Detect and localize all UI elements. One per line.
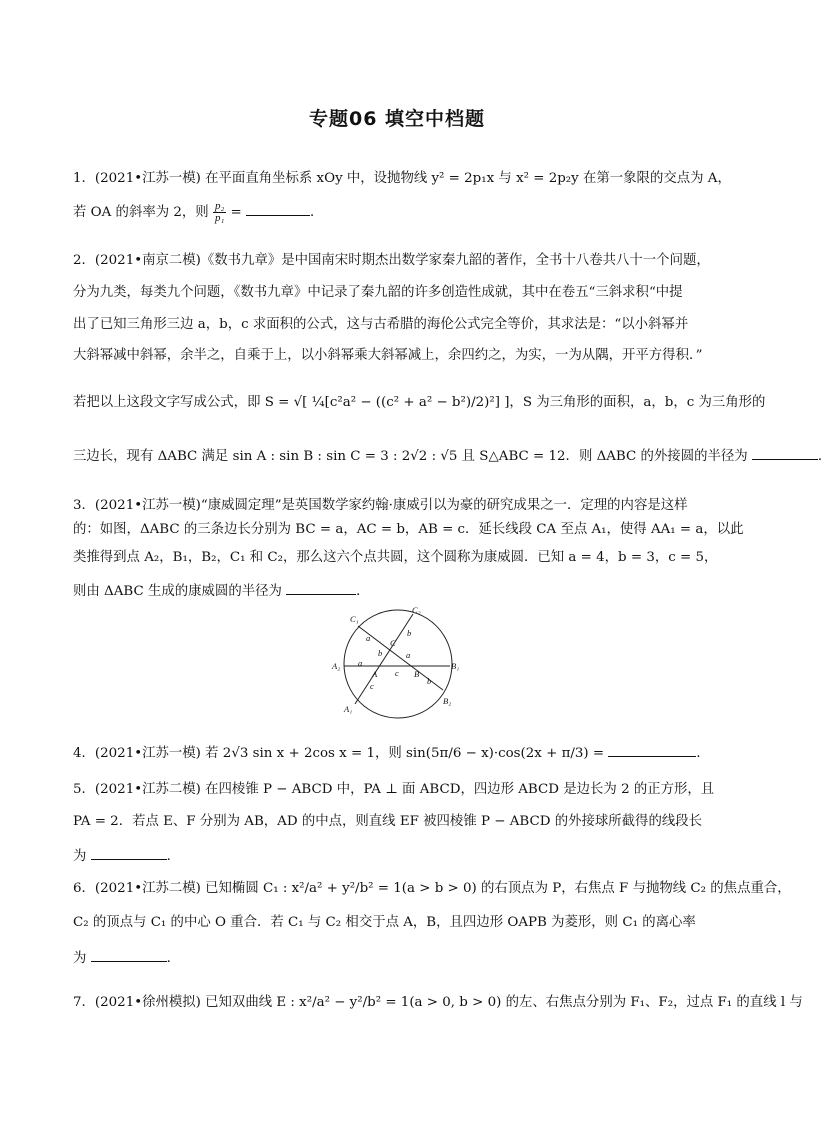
label-a1: A₁ xyxy=(344,704,353,714)
answer-blank-3[interactable] xyxy=(286,580,356,595)
answer-blank-4[interactable] xyxy=(608,742,696,757)
problem-5-line-1: 5．(2021•江苏二模) 在四棱锥 P − ABCD 中，PA ⊥ 面 ABCD，四边形 ABCD 是边长为 2 的正方形，且 xyxy=(73,782,715,797)
problem-3-line-1: 3．(2021•江苏一模)“康威圆定理”是英国数学家约翰·康威引以为豪的研究成果之一．定理的内容是这样 xyxy=(73,498,688,513)
label-a: A xyxy=(372,669,378,679)
problem-2-line-6: 三边长，现有 ΔABC 满足 sin A : sin B : sin C = 3 : 2√2 : √5 且 S△ABC = 12．则 ΔABC 的外接圆的半径为 ． xyxy=(73,445,733,467)
problem-7-line-1: 7．(2021•徐州模拟) 已知双曲线 E : x²/a² − y²/b² = 1(a > 0, b > 0) 的左、右焦点分别为 F₁、F₂，过点 F₁ 的直线 l 与 xyxy=(73,995,803,1010)
side-label-a-2: a xyxy=(406,650,411,660)
answer-blank-2[interactable] xyxy=(752,445,818,460)
fraction-numerator: p₂ xyxy=(214,200,225,212)
problem-5-line-2: PA = 2．若点 E、F 分别为 AB，AD 的中点，则直线 EF 被四棱锥 P − ABCD 的外接球所截得的线段长 xyxy=(73,814,703,829)
problem-5-text: 为 xyxy=(73,849,87,864)
label-b1: B₁ xyxy=(451,661,460,671)
label-c2: C₂ xyxy=(412,605,421,615)
label-c1: C₁ xyxy=(350,614,359,624)
problem-1-line-1: 1．(2021•江苏一模) 在平面直角坐标系 xOy 中，设抛物线 y² = 2p₁x 与 x² = 2p₂y 在第一象限的交点为 A， xyxy=(73,171,731,186)
answer-blank-6[interactable] xyxy=(91,947,167,962)
problem-1-text: 若 OA 的斜率为 2，则 xyxy=(73,205,209,220)
fraction-denominator: p₁ xyxy=(214,212,225,224)
problem-4-line-1: 4．(2021•江苏一模) 若 2√3 sin x + 2cos x = 1，则 sin(5π/6 − x)·cos(2x + π/3) = ． xyxy=(73,742,733,764)
problem-1-line-2: 若 OA 的斜率为 2，则 $\frac{\text{p₂}}{\text{p₁}}$ = ． xyxy=(73,200,324,224)
problem-4-text: 4．(2021•江苏一模) 若 2√3 sin x + 2cos x = 1，则 sin(5π/6 − x)·cos(2x + π/3) = xyxy=(73,746,605,761)
problem-2-line-5: 若把以上这段文字写成公式，即 S = √[ ¼[c²a² − ((c² + a² − b²)/2)²] ]，S 为三角形的面积，a，b，c 为三角形的 xyxy=(73,395,766,410)
problem-2-line-4: 大斜幂减中斜幂，余半之，自乘于上，以小斜幂乘大斜幂减上，余四约之，为实，一为从隅，开平方得积．” xyxy=(73,348,703,363)
fraction-p2-over-p1 xyxy=(213,201,226,224)
problem-2-line-3: 出了已知三角形三边 a，b，c 求面积的公式，这与古希腊的海伦公式完全等价，其求法是：“以小斜幂并 xyxy=(73,317,689,332)
problem-2-text: 三边长，现有 ΔABC 满足 sin A : sin B : sin C = 3 : 2√2 : √5 且 S△ABC = 12．则 ΔABC 的外接圆的半径为 xyxy=(73,449,748,464)
label-b: B xyxy=(414,669,420,679)
line-c2-a1 xyxy=(355,614,413,704)
problem-3-line-4: 则由 ΔABC 生成的康威圆的半径为 ． xyxy=(73,580,733,602)
side-label-a-3: a xyxy=(358,658,363,668)
problem-6-text: 为 xyxy=(73,951,87,966)
label-a2: A₂ xyxy=(332,661,341,671)
problem-2-line-2: 分为九类，每类九个问题，《数书九章》中记录了秦九韶的许多创造性成就，其中在卷五“三斜求积“中提 xyxy=(73,285,683,300)
conway-circle-diagram xyxy=(330,606,466,722)
problem-3-line-3: 类推得到点 A₂，B₁，B₂，C₁ 和 C₂，那么这六个点共圆，这个圆称为康威圆．已知 a = 4，b = 3，c = 5， xyxy=(73,550,718,565)
answer-blank-5[interactable] xyxy=(91,845,167,860)
label-b2: B₂ xyxy=(443,696,452,706)
problem-3-line-2: 的：如图，ΔABC 的三条边长分别为 BC = a，AC = b，AB = c．延长线段 CA 至点 A₁，使得 AA₁ = a，以此 xyxy=(73,522,744,537)
label-c: C xyxy=(390,638,396,648)
side-label-b-1: b xyxy=(407,628,412,638)
problem-2-line-1: 2．(2021•南京二模)《数书九章》是中国南宋时期杰出数学家秦九韶的著作，全书十八卷共八十一个问题， xyxy=(73,253,710,268)
problem-6-line-3: 为 ． xyxy=(73,947,733,969)
problem-5-line-3: 为 ． xyxy=(73,845,733,867)
problem-6-line-1: 6．(2021•江苏二模) 已知椭圆 C₁ : x²/a² + y²/b² = 1(a > b > 0) 的右顶点为 P，右焦点 F 与抛物线 C₂ 的焦点重合， xyxy=(73,881,791,896)
problem-6-line-2: C₂ 的顶点与 C₁ 的中心 O 重合．若 C₁ 与 C₂ 相交于点 A，B，且四边形 OAPB 为菱形，则 C₁ 的离心率 xyxy=(73,915,696,930)
side-label-a-1: a xyxy=(366,633,371,643)
problem-3-text: 则由 ΔABC 生成的康威圆的半径为 xyxy=(73,584,282,599)
side-label-c-2: c xyxy=(370,681,374,691)
side-label-c-1: c xyxy=(395,668,399,678)
side-label-b-2: b xyxy=(378,648,383,658)
answer-blank-1[interactable] xyxy=(246,201,310,216)
side-label-b-3: b xyxy=(427,676,432,686)
equals-sign: = xyxy=(230,205,242,220)
page-title: 专题06 填空中档题 xyxy=(308,108,486,130)
